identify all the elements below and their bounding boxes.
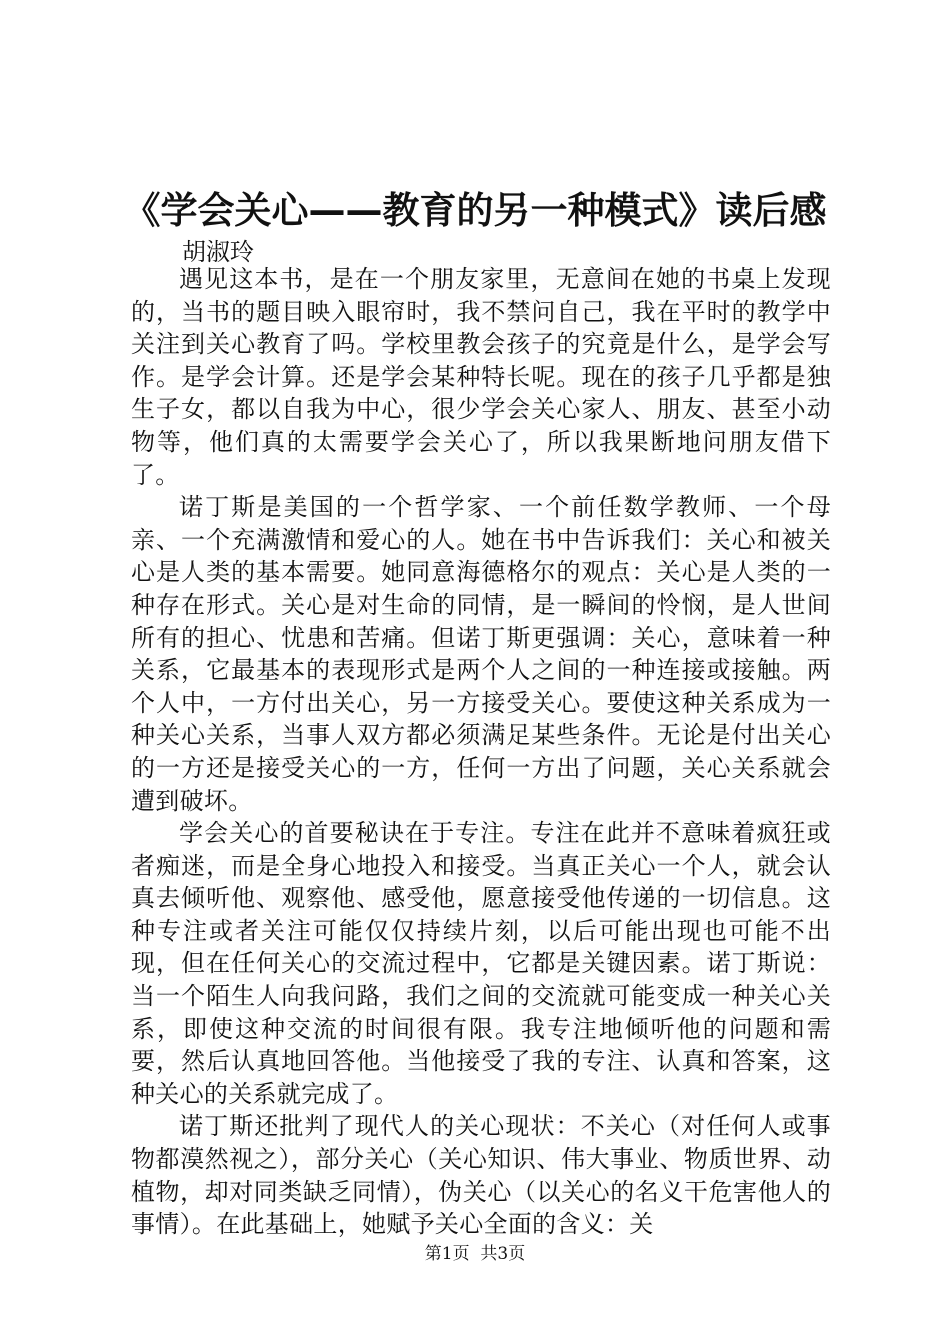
paragraph-2: 诺丁斯是美国的一个哲学家、一个前任数学教师、一个母亲、一个充满激情和爱心的人。她在书中告诉我们：关心和被关心是人类的基本需要。她同意海德格尔的观点：关心是人类的一种存在形式。关心是对生命的同情，是一瞬间的怜悯，是人世间所有的担心、忧患和苦痛。但诺丁斯更强调：关心，意味着一种关系，它最基本的表现形式是两个人之间的一种连接或接触。两个人中，一方付出关心，另一方接受关心。要使这种关系成为一种关心关系，当事人双方都必须满足某些条件。无论是付出关心的一方还是接受关心的一方，任何一方出了问题，关心关系就会遭到破坏。 <box>131 493 831 815</box>
page-footer <box>0 1242 950 1266</box>
document-body <box>131 263 831 1241</box>
paragraph-4: 诺丁斯还批判了现代人的关心现状：不关心（对任何人或事物都漠然视之），部分关心（关心知识、伟大事业、物质世界、动植物，却对同类缺乏同情），伪关心（以关心的名义干危害他人的事情）。在此基础上，她赋予关心全面的含义：关 <box>131 1112 831 1239</box>
page-number-label: 第1页 共3页 <box>424 1244 526 1264</box>
document-title: 《学会关心——教育的另一种模式》读后感 <box>123 189 827 232</box>
author-name: 胡淑玲 <box>182 238 254 266</box>
paragraph-3: 学会关心的首要秘诀在于专注。专注在此并不意味着疯狂或者痴迷，而是全身心地投入和接受。当真正关心一个人，就会认真去倾听他、观察他、感受他，愿意接受他传递的一切信息。这种专注或者关注可能仅仅持续片刻，以后可能出现也可能不出现，但在任何关心的交流过程中，它都是关键因素。诺丁斯说：当一个陌生人向我问路，我们之间的交流就可能变成一种关心关系，即使这种交流的时间很有限。我专注地倾听他的问题和需要，然后认真地回答他。当他接受了我的专注、认真和答案，这种关心的关系就完成了。 <box>131 819 831 1108</box>
paragraph-1: 遇见这本书，是在一个朋友家里，无意间在她的书桌上发现的，当书的题目映入眼帘时，我不禁问自己，我在平时的教学中关注到关心教育了吗。学校里教会孩子的究竟是什么，是学会写作。是学会计算。还是学会某种特长呢。现在的孩子几乎都是独生子女，都以自我为中心，很少学会关心家人、朋友、甚至小动物等，他们真的太需要学会关心了，所以我果断地问朋友借下了。 <box>131 265 831 489</box>
